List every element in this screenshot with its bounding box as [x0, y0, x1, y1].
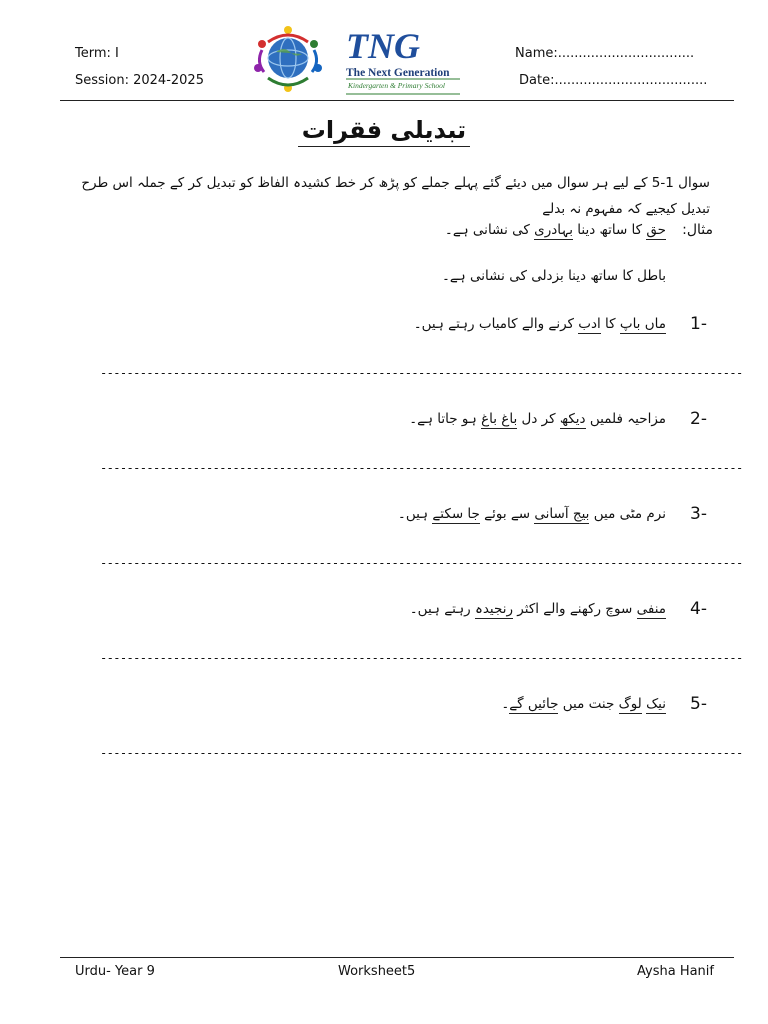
- answer-line[interactable]: -------------------------------------------------------------------------------------------------: [100, 461, 743, 475]
- name-field: Name:.................................: [515, 46, 695, 61]
- instruction-text: سوال 1-5 کے لیے ہر سوال میں دیئے گئے پہلے جملے کو پڑھ کر خط کشیدہ الفاظ کو تبدیل کر کے جملہ اس طرح تبدیل کیجیے کہ مفہوم نہ بدلے: [81, 175, 710, 217]
- underlined-word: ماں باپ: [619, 316, 666, 332]
- worksheet-title-text: تبدیلی فقرات: [298, 116, 470, 147]
- sentence-text: کرنے والے کامیاب رہتے ہیں۔: [413, 316, 579, 332]
- underlined-word: لوگ: [618, 696, 642, 712]
- sentence-text: ہو جاتا ہے۔: [409, 411, 482, 427]
- sentence-text: جنت میں: [558, 696, 619, 712]
- sentence-text: مزاحیہ فلمیں: [585, 411, 666, 427]
- sentence-text: نرم مٹی میں: [589, 506, 666, 522]
- example-line-2: باطل کا ساتھ دینا بزدلی کی نشانی ہے۔: [441, 268, 666, 284]
- underlined-word: ادب: [578, 316, 601, 332]
- question-sentence: [410, 601, 666, 617]
- question-sentence: [414, 316, 666, 332]
- underlined-word: رنجیدہ: [474, 601, 513, 617]
- question-number: 1-: [690, 314, 707, 334]
- example-label: مثال:: [682, 222, 713, 238]
- term-label: Term: I: [75, 46, 119, 61]
- sentence-text: کر دل: [517, 411, 560, 427]
- sentence-text: سے بوئے: [479, 506, 535, 522]
- underlined-word: نیک: [646, 696, 666, 712]
- answer-line[interactable]: -------------------------------------------------------------------------------------------------: [100, 556, 743, 570]
- question-number: 3-: [690, 504, 707, 524]
- underlined-word: باغ باغ: [481, 411, 518, 427]
- logo-sub-text: The Next Generation: [346, 67, 450, 79]
- sentence-text: ہیں۔: [397, 506, 433, 522]
- example-line-1: [445, 222, 666, 238]
- answer-line[interactable]: -------------------------------------------------------------------------------------------------: [100, 651, 743, 665]
- example-word-1: حق: [646, 222, 666, 238]
- question-sentence: [501, 696, 666, 712]
- example-text-2: کی نشانی ہے۔: [444, 222, 535, 238]
- logo-tag-text: Kindergarten & Primary School: [348, 81, 446, 90]
- date-field: Date:.....................................: [519, 73, 708, 88]
- underlined-word: جا سکتے: [432, 506, 480, 522]
- worksheet-title: [0, 116, 768, 144]
- session-label: Session: 2024-2025: [75, 73, 204, 88]
- school-logo: [238, 22, 463, 98]
- footer-rule: [60, 957, 734, 958]
- sentence-text: سوچ رکھنے والے اکثر: [513, 601, 637, 617]
- footer-teacher: Aysha Hanif: [637, 964, 714, 979]
- header-rule: [60, 100, 734, 101]
- underlined-word: دیکھ: [559, 411, 586, 427]
- question-number: 5-: [690, 694, 707, 714]
- sentence-text: کا: [600, 316, 620, 332]
- sentence-text: ۔: [501, 696, 510, 712]
- logo-emblem-icon: [238, 22, 463, 98]
- question-number: 4-: [690, 599, 707, 619]
- underlined-word: جائیں گے: [509, 696, 559, 712]
- logo-main-text: TNG: [346, 26, 420, 66]
- answer-line[interactable]: -------------------------------------------------------------------------------------------------: [100, 366, 743, 380]
- example-text-1: کا ساتھ دینا: [573, 222, 647, 238]
- footer-subject: Urdu- Year 9: [75, 964, 155, 979]
- question-sentence: [398, 506, 666, 522]
- question-sentence: [409, 411, 666, 427]
- underlined-word: منفی: [636, 601, 666, 617]
- example-word-2: بہادری: [534, 222, 574, 238]
- sentence-text: رہتے ہیں۔: [409, 601, 475, 617]
- footer-worksheet: Worksheet5: [338, 964, 416, 979]
- answer-line[interactable]: -------------------------------------------------------------------------------------------------: [100, 746, 743, 760]
- question-number: 2-: [690, 409, 707, 429]
- underlined-word: بیج آسانی: [534, 506, 590, 522]
